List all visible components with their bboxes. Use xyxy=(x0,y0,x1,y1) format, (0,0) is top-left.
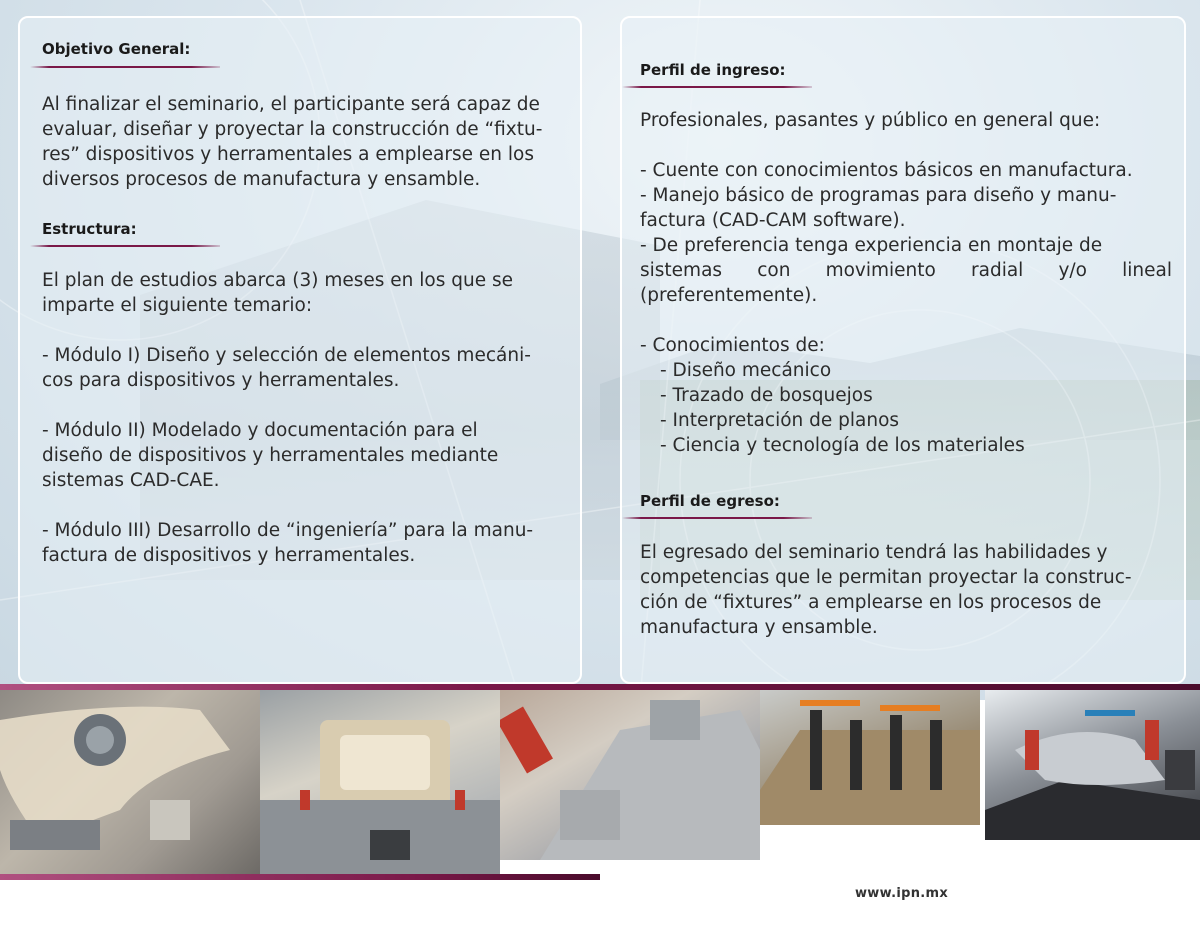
text-line: Profesionales, pasantes y público en general que: xyxy=(640,110,1101,131)
text-line: - Cuente con conocimientos básicos en manufactura. xyxy=(640,160,1133,181)
text-line: res” dispositivos y herramentales a emplearse en los xyxy=(42,144,534,165)
website-url[interactable]: www.ipn.mx xyxy=(855,886,949,901)
estructura-text xyxy=(42,268,568,568)
text-line: manufactura y ensamble. xyxy=(640,617,878,638)
text-line: sistemas con movimiento radial y/o lineal xyxy=(640,260,1172,281)
text-line: El egresado del seminario tendrá las habilidades y xyxy=(640,542,1108,563)
text-line: Al finalizar el seminario, el participante será capaz de xyxy=(42,94,540,115)
modulo-1-line: cos para dispositivos y herramentales. xyxy=(42,370,400,391)
list-item: - Trazado de bosquejos xyxy=(660,385,873,406)
text-line: imparte el siguiente temario: xyxy=(42,295,313,316)
text-line: factura (CAD-CAM software). xyxy=(640,210,906,231)
text-line: - De preferencia tenga experiencia en montaje de xyxy=(640,235,1103,256)
objetivo-underline xyxy=(30,66,220,68)
ingreso-underline xyxy=(622,86,812,88)
ingreso-heading: Perfil de ingreso: xyxy=(640,61,786,79)
fixture-photo-4 xyxy=(760,690,980,825)
estructura-underline xyxy=(30,245,220,247)
egreso-text xyxy=(640,540,1172,640)
text-line: ción de “fixtures” a emplearse en los procesos de xyxy=(640,592,1102,613)
modulo-1-line: - Módulo I) Diseño y selección de elementos mecáni- xyxy=(42,345,531,366)
text-line: El plan de estudios abarca (3) meses en los que se xyxy=(42,270,514,291)
fixture-photo-1 xyxy=(0,690,260,874)
modulo-2-line: - Módulo II) Modelado y documentación para el xyxy=(42,420,478,441)
objetivo-heading: Objetivo General: xyxy=(42,40,191,58)
text-line: competencias que le permitan proyectar la construc- xyxy=(640,567,1132,588)
ingreso-text xyxy=(640,108,1172,458)
modulo-3-line: factura de dispositivos y herramentales. xyxy=(42,545,416,566)
estructura-heading: Estructura: xyxy=(42,220,137,238)
fixture-photo-2 xyxy=(260,690,500,874)
objetivo-text xyxy=(42,92,568,192)
text-line: evaluar, diseñar y proyectar la construcción de “fixtu- xyxy=(42,119,543,140)
photo-strip xyxy=(0,684,1200,884)
egreso-underline xyxy=(622,517,812,519)
modulo-2-line: diseño de dispositivos y herramentales mediante xyxy=(42,445,499,466)
text-line: - Manejo básico de programas para diseño y manu- xyxy=(640,185,1117,206)
list-item: - Diseño mecánico xyxy=(660,360,832,381)
accent-bar-bottom xyxy=(0,874,600,880)
egreso-heading: Perfil de egreso: xyxy=(640,492,780,510)
text-line: diversos procesos de manufactura y ensamble. xyxy=(42,169,481,190)
fixture-photo-3 xyxy=(500,690,760,860)
modulo-2-line: sistemas CAD-CAE. xyxy=(42,470,220,491)
modulo-3-line: - Módulo III) Desarrollo de “ingeniería” para la manu- xyxy=(42,520,534,541)
text-line: (preferentemente). xyxy=(640,285,818,306)
list-item: - Interpretación de planos xyxy=(660,410,900,431)
text-line: - Conocimientos de: xyxy=(640,335,825,356)
fixture-photo-5 xyxy=(985,690,1200,840)
list-item: - Ciencia y tecnología de los materiales xyxy=(660,435,1025,456)
